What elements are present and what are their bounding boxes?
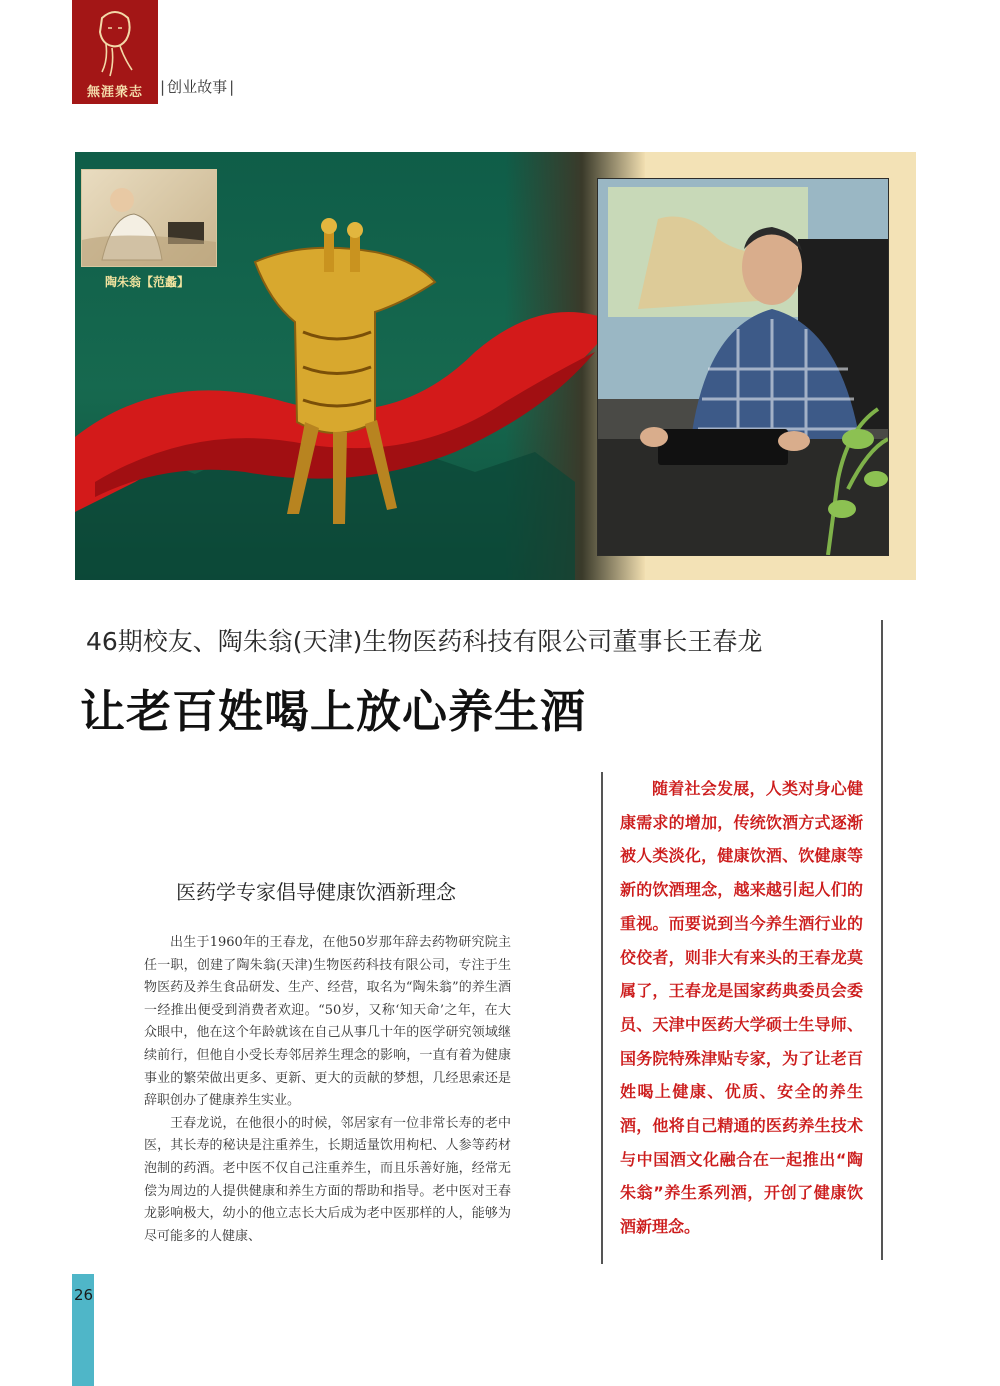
thumb-caption: 陶朱翁【范蠡】 bbox=[105, 275, 190, 289]
logo-text: 無涯衆志 bbox=[86, 85, 143, 100]
body-paragraph: 出生于1960年的王春龙，在他50岁那年辞去药物研究院主任一职，创建了陶朱翁(天津)生物医药科技有限公司，专注于生物医药及养生食品研发、生产、经营，取名为“陶朱翁”的养生酒一经推出便受到消费者欢迎。“50岁，又称‘知天命’之年，在大众眼中，他在这个年龄就该在自己从事几十年的医学研究领域继续前行，但他自小受长寿邻居养生理念的影响，一直有着为健康事业的繁荣做出更多、更新、更大的贡献的梦想，几经思索还是辞职创办了健康养生实业。 bbox=[144, 935, 511, 1109]
article-body bbox=[144, 932, 511, 1248]
chairman-photo bbox=[597, 178, 889, 556]
fan-li-portrait-image bbox=[81, 169, 217, 267]
section-label-text: 创业故事 bbox=[167, 78, 228, 96]
pull-quote-text: 随着社会发展，人类对身心健康需求的增加，传统饮酒方式逐渐被人类淡化，健康饮酒、饮健康等新的饮酒理念，越来越引起人们的重视。而要说到当今养生酒行业的佼佼者，则非大有来头的王春龙莫属了，王春龙是国家药典委员会委员、天津中医药大学硕士生导师、国务院特殊津贴专家，为了让老百姓喝上健康、优质、安全的养生酒，他将自己精通的医药养生技术与中国酒文化融合在一起推出“陶朱翁”养生系列酒，开创了健康饮酒新理念。 bbox=[620, 779, 863, 1237]
article-title: 让老百姓喝上放心养生酒 bbox=[80, 685, 587, 738]
page-number: 26 bbox=[74, 1286, 94, 1304]
article-subtitle: 46期校友、陶朱翁(天津)生物医药科技有限公司董事长王春龙 bbox=[86, 627, 763, 656]
hero-banner bbox=[75, 152, 916, 580]
sage-portrait-icon bbox=[72, 0, 158, 80]
section-heading: 医药学专家倡导健康饮酒新理念 bbox=[176, 880, 456, 904]
magazine-logo bbox=[72, 0, 158, 104]
chairman-at-desk-image bbox=[598, 179, 888, 555]
pull-quote bbox=[620, 772, 863, 1244]
callout-divider bbox=[601, 772, 603, 1264]
scholar-painting-icon bbox=[82, 170, 216, 266]
body-paragraph: 王春龙说，在他很小的时候，邻居家有一位非常长寿的老中医，其长寿的秘诀是注重养生，长期适量饮用枸杞、人参等药材泡制的药酒。老中医不仅自己注重养生，而且乐善好施，经常无偿为周边的人提供健康和养生方面的帮助和指导。老中医对王春龙影响极大，幼小的他立志长大后成为老中医那样的人，能够为尽可能多的人健康、 bbox=[144, 1115, 511, 1244]
right-divider bbox=[881, 620, 883, 1260]
section-label: | 创业故事 | bbox=[160, 78, 235, 96]
